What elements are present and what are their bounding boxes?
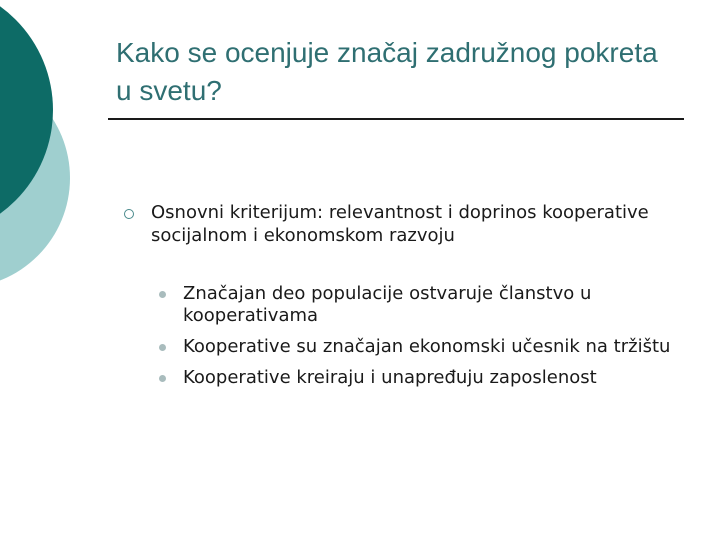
dot-bullet-icon bbox=[159, 375, 166, 382]
sub-bullet-text: Kooperative kreiraju i unapređuju zaposlenost bbox=[183, 367, 597, 388]
slide-title: Kako se ocenjuje značaj zadružnog pokreta u svetu? bbox=[116, 37, 658, 106]
sub-bullet-item bbox=[158, 336, 678, 358]
dot-bullet-icon bbox=[159, 291, 166, 298]
sub-bullet-text: Značajan deo populacije ostvaruje članstvo u kooperativama bbox=[183, 283, 592, 326]
main-bullet-text: Osnovni kriterijum: relevantnost i doprinos kooperative socijalnom i ekonomskom razvoju bbox=[151, 202, 649, 246]
sub-bullet-item bbox=[158, 283, 678, 327]
sub-bullet-list bbox=[158, 283, 678, 398]
title-divider bbox=[108, 118, 684, 120]
sub-bullet-item bbox=[158, 367, 678, 389]
sub-bullet-text: Kooperative su značajan ekonomski učesnik na tržištu bbox=[183, 336, 671, 357]
dot-bullet-icon bbox=[159, 344, 166, 351]
ring-bullet-icon bbox=[124, 209, 134, 219]
decorative-circles bbox=[0, 0, 90, 290]
